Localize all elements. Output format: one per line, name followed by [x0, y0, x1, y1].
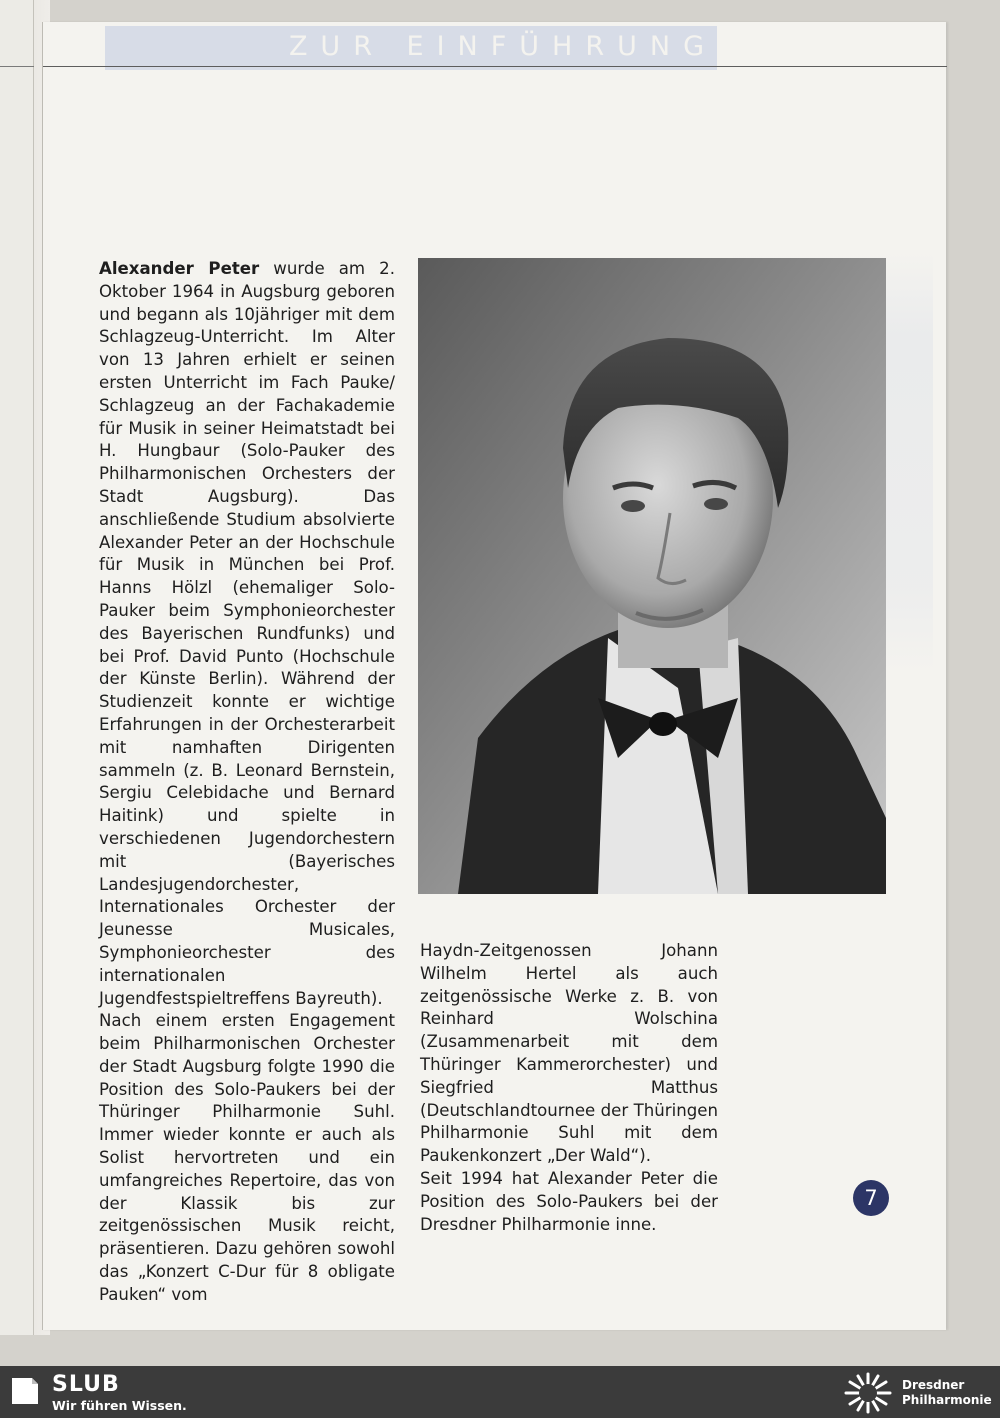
page-edge-strip [0, 0, 34, 1335]
article-column-2 [420, 940, 718, 1236]
slub-logo-icon [10, 1376, 40, 1406]
section-title: ZUR EINFÜHRUNG [288, 31, 717, 62]
page-number-badge: 7 [853, 1180, 889, 1216]
partner-name-line1: Dresdner [902, 1378, 965, 1392]
article-paragraph-4: Seit 1994 hat Alexander Peter die Position des Solo-Paukers bei der Dresdner Philharmonie inne. [420, 1168, 718, 1234]
article-name-bold: Alexander Peter [99, 259, 260, 278]
article-paragraph-1 [99, 258, 395, 1010]
document-page [42, 22, 946, 1330]
article-paragraph-3: Haydn-Zeitgenossen Johann Wilhelm Hertel als auch zeitgenössische Werke z. B. von Reinhard Wolschina (Zusammenarbeit mit dem Thüringer Kammerorchester) und Siegfried Matthus (Deutschlandtournee der Thüringen Philharmonie Suhl mit dem Paukenkonzert „Der Wald“). [420, 941, 718, 1166]
library-name: SLUB [52, 1372, 120, 1397]
partner-name [902, 1378, 992, 1408]
philharmonie-logo-icon [842, 1372, 894, 1414]
section-header-band [105, 26, 717, 70]
edge-rule [0, 66, 34, 67]
article-paragraph-2: Nach einem ersten Engagement beim Philharmonischen Orchester der Stadt Augsburg folgte 1990 die Position des Solo-Paukers bei der Thüringer Philharmonie Suhl. Immer wieder konnte er auch als Solist hervortreten und ein umfangreiches Repertoire, das von der Klassik bis zur zeitgenössischen Musik reicht, präsentieren. Dazu gehören sowohl das „Konzert C-Dur für 8 obligate Pauken“ vom [99, 1011, 395, 1304]
portrait-photo [418, 258, 886, 894]
footer-bar [0, 1366, 1000, 1418]
article-column-1 [99, 258, 395, 1307]
partner-name-line2: Philharmonie [902, 1393, 992, 1407]
library-tagline: Wir führen Wissen. [52, 1398, 187, 1413]
header-rule [43, 66, 947, 67]
article-paragraph-1-text: wurde am 2. Oktober 1964 in Augsburg geboren und begann als 10jähriger mit dem Schlagzeug-Unterricht. Im Alter von 13 Jahren erhielt er seinen ersten Unterricht im Fach Pauke/ Schlagzeug an der Fachakademie für Musik in seiner Heimatstadt bei H. Hungbaur (Solo-Pauker des Philharmonischen Orchesters der Stadt Augsburg). Das anschließende Studium absolvierte Alexander Peter an der Hochschule für Musik in München bei Prof. Hanns Hölzl (ehemaliger Solo-Pauker beim Symphonieorchester des Bayerischen Rundfunks) und bei Prof. David Punto (Hochschule der Künste Berlin). Während der Studienzeit konnte er wichtige Erfahrungen in der Orchesterarbeit mit namhaften Dirigenten sammeln (z. B. Leonard Bernstein, Sergiu Celebidache und Bernard Haitink) und spielte in verschiedenen Jugendorchestern mit (Bayerisches Landesjugendorchester, Internationales Orchester der Jeunesse Musicales, Symphonieorchester des internationalen Jugendfestspieltreffens Bayreuth). [99, 259, 395, 1008]
